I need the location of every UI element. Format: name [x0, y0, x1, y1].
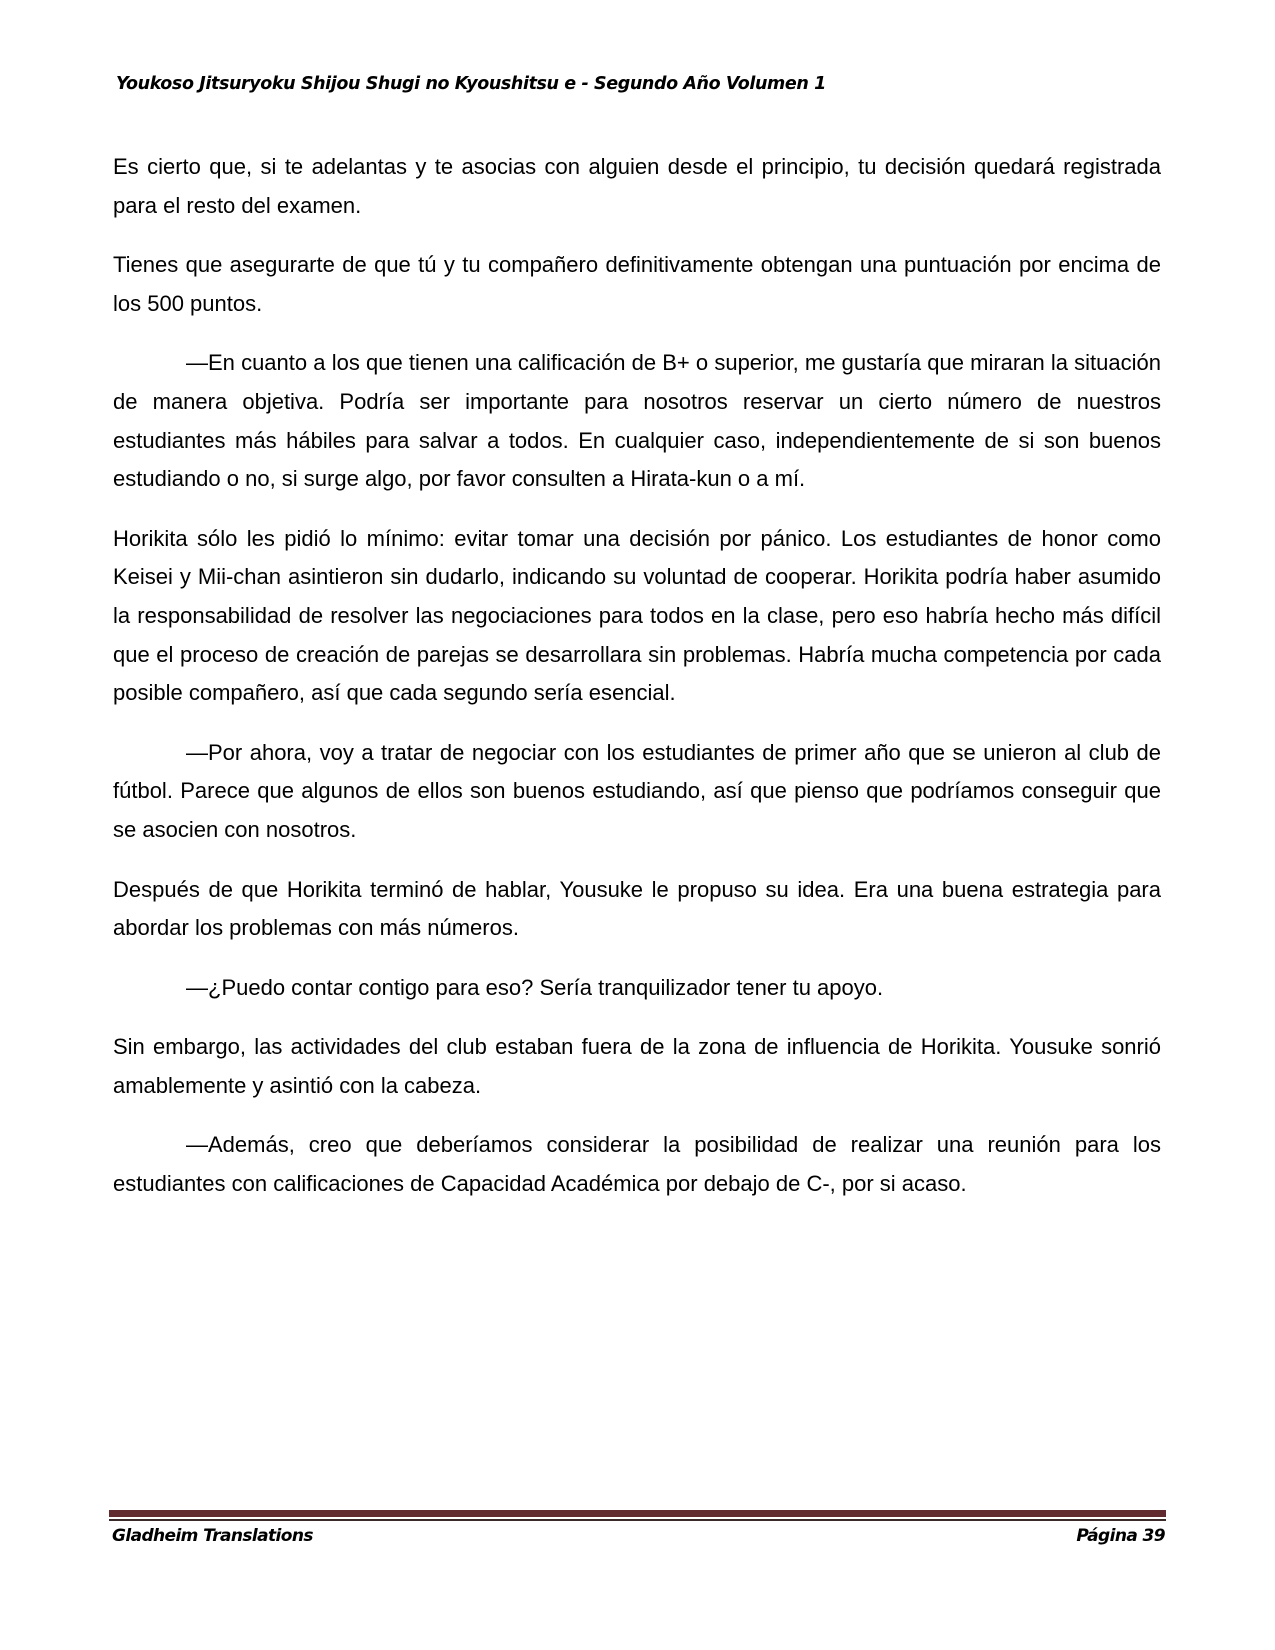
- paragraph: Es cierto que, si te adelantas y te asocias con alguien desde el principio, tu decisión quedará registrada para el resto del examen.: [113, 154, 1161, 218]
- paragraph: Horikita sólo les pidió lo mínimo: evitar tomar una decisión por pánico. Los estudiantes de honor como Keisei y Mii-chan asintieron sin dudarlo, indicando su voluntad de cooperar. Horikita podría haber asumido la responsabilidad de resolver las negociaciones para todos en la clase, pero eso habría hecho más difícil que el proceso de creación de parejas se desarrollara sin problemas. Habría mucha competencia por cada posible compañero, así que cada segundo sería esencial.: [113, 525, 1161, 706]
- running-header: Youkoso Jitsuryoku Shijou Shugi no Kyoushitsu e - Segundo Año Volumen 1: [116, 74, 826, 94]
- dialogue-paragraph: —Por ahora, voy a tratar de negociar con los estudiantes de primer año que se unieron al club de fútbol. Parece que algunos de ellos son buenos estudiando, así que pienso que podríamos conseguir que se asocien con nosotros.: [113, 739, 1161, 842]
- footer-translator-credit: Gladheim Translations: [112, 1526, 313, 1546]
- paragraph: Sin embargo, las actividades del club estaban fuera de la zona de influencia de Horikita. Yousuke sonrió amablemente y asintió con la cabeza.: [113, 1034, 1161, 1098]
- footer-page-number: Página 39: [1076, 1526, 1165, 1546]
- paragraph: Después de que Horikita terminó de hablar, Yousuke le propuso su idea. Era una buena estrategia para abordar los problemas con más números.: [113, 876, 1161, 941]
- paragraph: Tienes que asegurarte de que tú y tu compañero definitivamente obtengan una puntuación por encima de los 500 puntos.: [113, 252, 1161, 316]
- footer-rule-thin: [109, 1519, 1166, 1521]
- body-text: [113, 148, 1161, 1225]
- dialogue-paragraph: —En cuanto a los que tienen una calificación de B+ o superior, me gustaría que miraran la situación de manera objetiva. Podría ser importante para nosotros reservar un cierto número de nuestros estudiantes más hábiles para salvar a todos. En cualquier caso, independientemente de si son buenos estudiando o no, si surge algo, por favor consulten a Hirata-kun o a mí.: [113, 350, 1161, 492]
- footer-rule-thick: [109, 1510, 1166, 1517]
- dialogue-paragraph: —Además, creo que deberíamos considerar la posibilidad de realizar una reunión para los estudiantes con calificaciones de Capacidad Académica por debajo de C-, por si acaso.: [113, 1132, 1161, 1197]
- dialogue-paragraph: —¿Puedo contar contigo para eso? Sería tranquilizador tener tu apoyo.: [186, 974, 884, 1000]
